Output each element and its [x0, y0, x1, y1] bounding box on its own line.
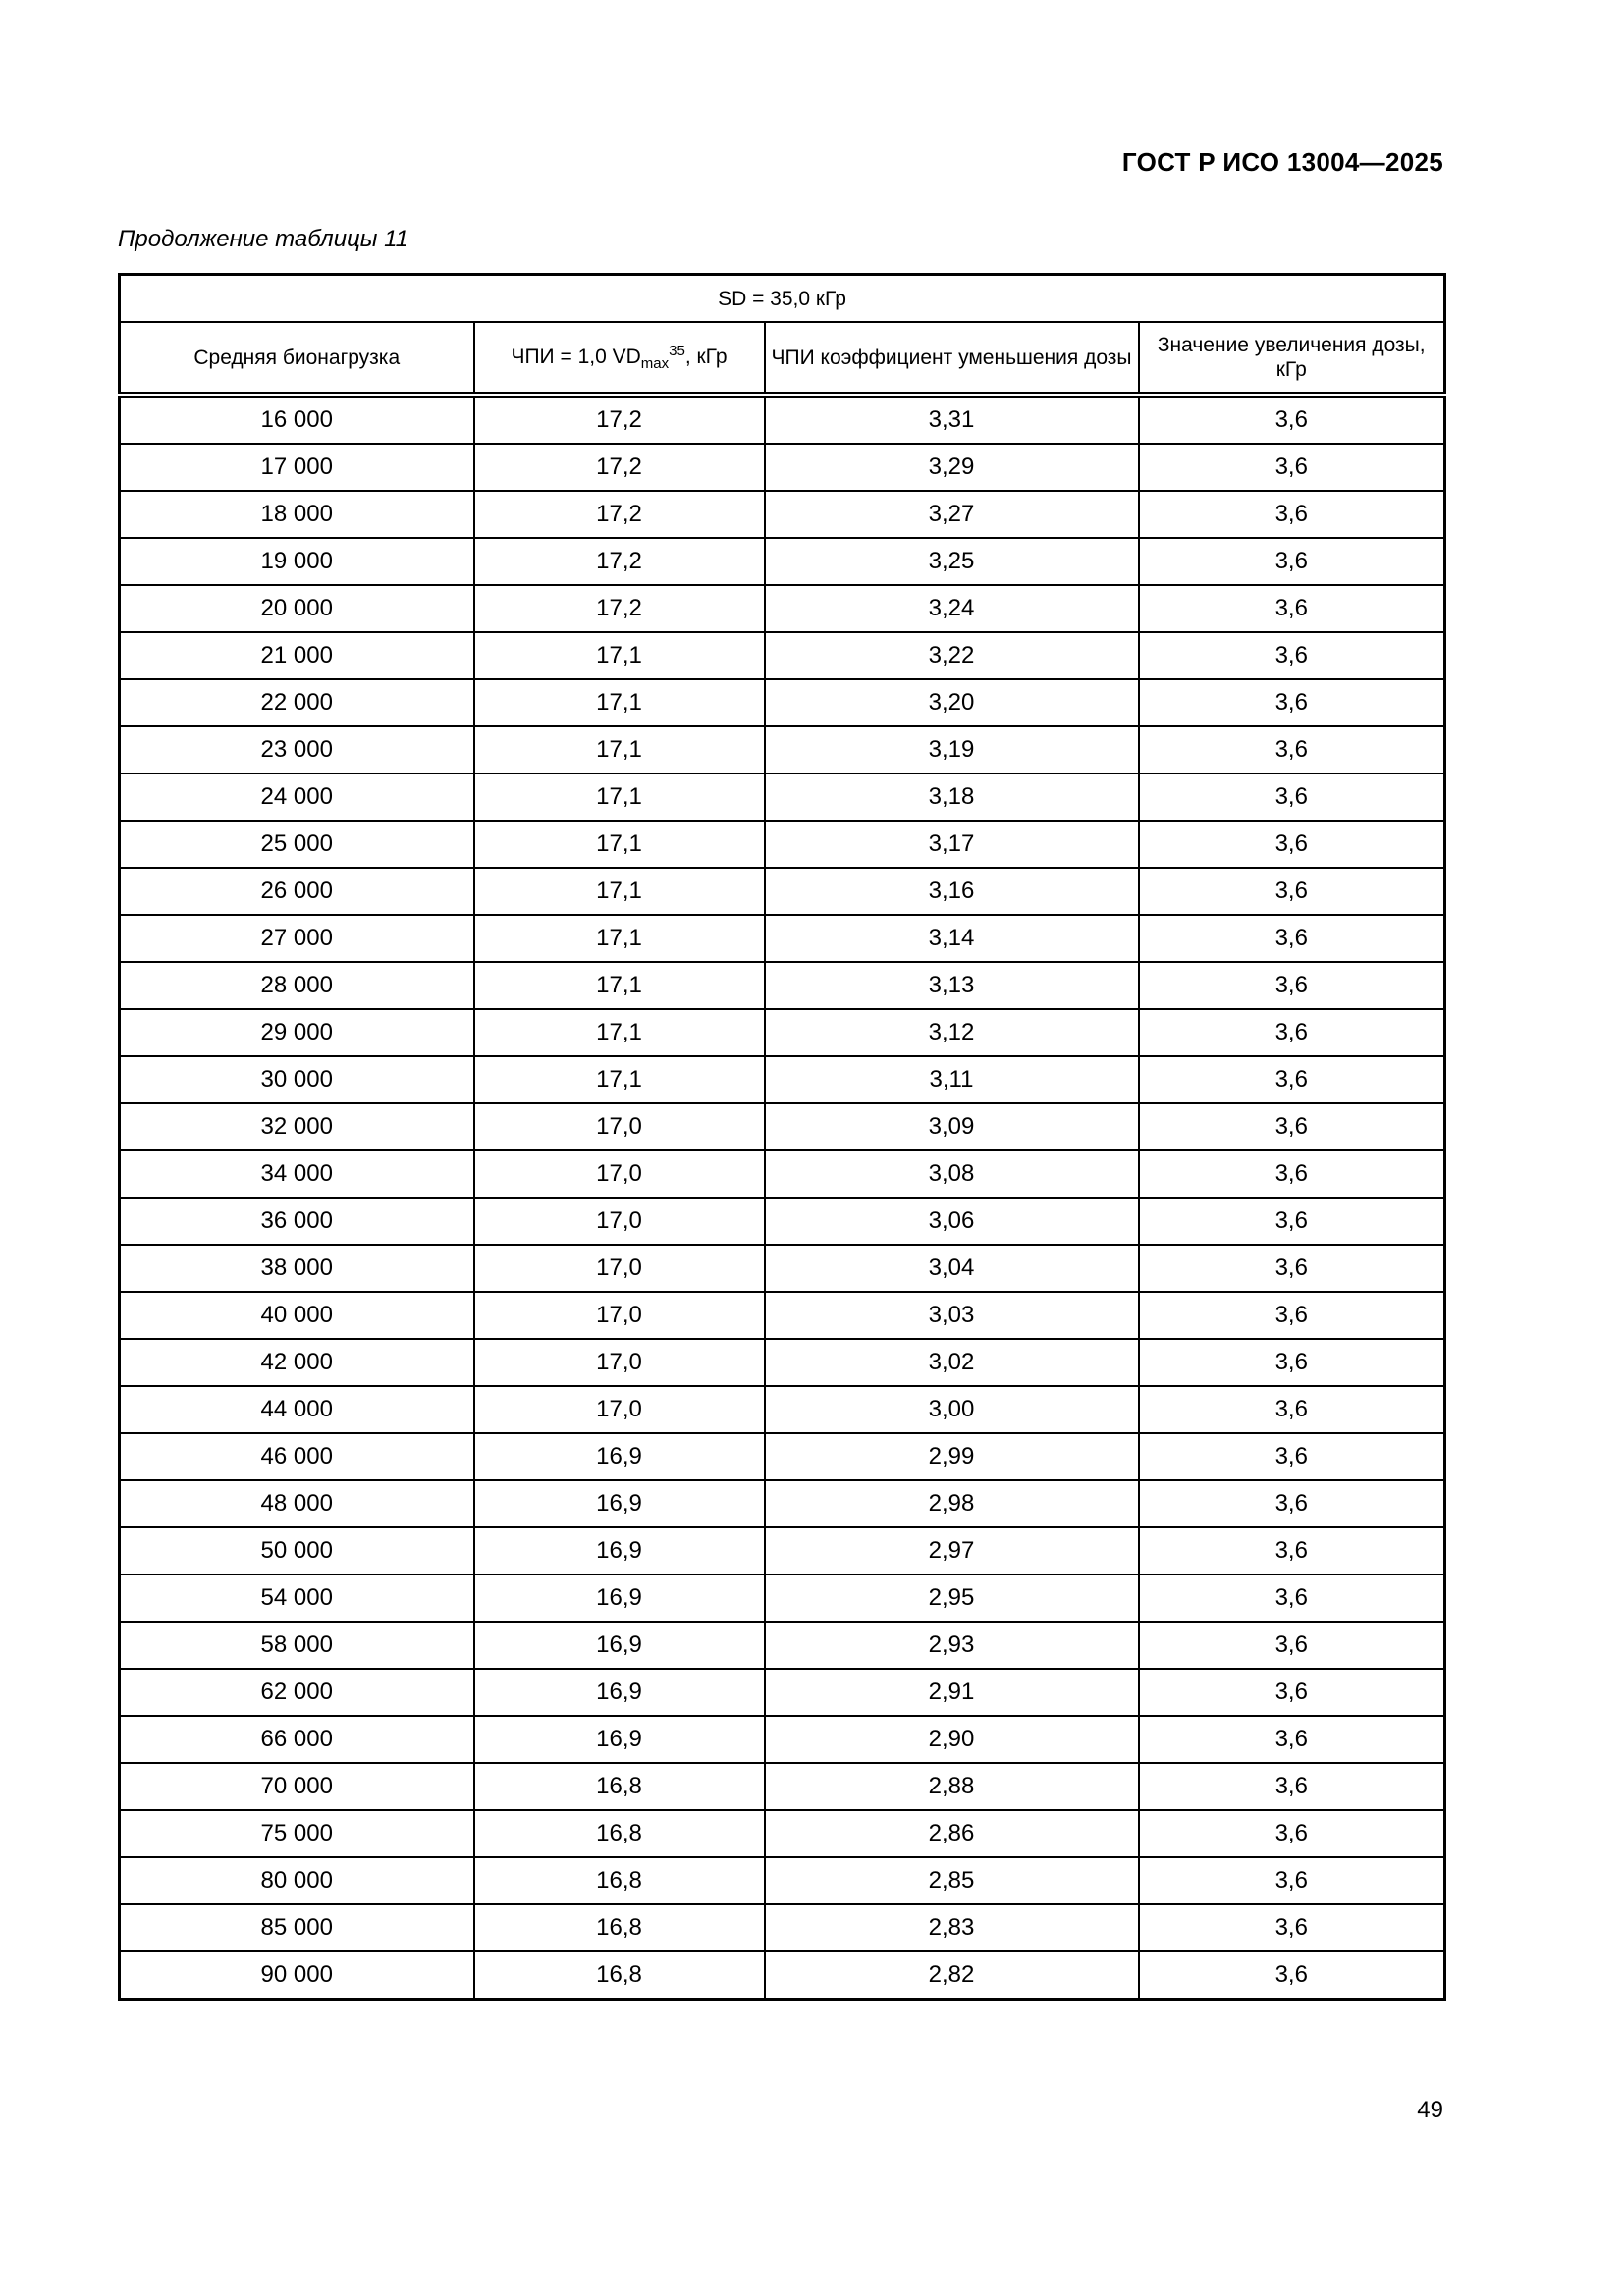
- bioburden-cell: 30 000: [120, 1056, 474, 1103]
- table-row: [120, 1056, 1445, 1103]
- vd-dose-cell: 17,1: [474, 774, 765, 821]
- dose-increase-cell: 3,6: [1139, 1763, 1445, 1810]
- vd-dose-cell: 16,8: [474, 1951, 765, 2000]
- dose-increase-cell: 3,6: [1139, 1669, 1445, 1716]
- bioburden-cell: 80 000: [120, 1857, 474, 1904]
- column-header-row: [120, 322, 1445, 395]
- table-row: [120, 1951, 1445, 2000]
- table-row: [120, 868, 1445, 915]
- bioburden-cell: 36 000: [120, 1198, 474, 1245]
- table-row: [120, 1763, 1445, 1810]
- dose-increase-cell: 3,6: [1139, 821, 1445, 868]
- dose-increase-cell: 3,6: [1139, 1951, 1445, 2000]
- table-row: [120, 915, 1445, 962]
- table-row: [120, 774, 1445, 821]
- bioburden-cell: 66 000: [120, 1716, 474, 1763]
- table-body: [120, 395, 1445, 2000]
- dose-increase-cell: 3,6: [1139, 679, 1445, 726]
- page-number: 49: [1417, 2097, 1443, 2123]
- vd-dose-cell: 17,1: [474, 679, 765, 726]
- reduction-factor-cell: 3,11: [765, 1056, 1139, 1103]
- vd-dose-cell: 17,0: [474, 1339, 765, 1386]
- dose-increase-cell: 3,6: [1139, 1103, 1445, 1150]
- reduction-factor-cell: 3,16: [765, 868, 1139, 915]
- bioburden-cell: 17 000: [120, 444, 474, 491]
- dose-increase-cell: 3,6: [1139, 962, 1445, 1009]
- reduction-factor-cell: 3,13: [765, 962, 1139, 1009]
- vd-dose-cell: 17,1: [474, 962, 765, 1009]
- reduction-factor-cell: 3,06: [765, 1198, 1139, 1245]
- bioburden-cell: 18 000: [120, 491, 474, 538]
- dose-increase-cell: 3,6: [1139, 1198, 1445, 1245]
- reduction-factor-cell: 2,99: [765, 1433, 1139, 1480]
- reduction-factor-cell: 3,00: [765, 1386, 1139, 1433]
- table-row: [120, 632, 1445, 679]
- bioburden-cell: 54 000: [120, 1575, 474, 1622]
- vd-dose-cell: 16,9: [474, 1527, 765, 1575]
- dose-increase-cell: 3,6: [1139, 1904, 1445, 1951]
- table-row: [120, 1245, 1445, 1292]
- bioburden-cell: 29 000: [120, 1009, 474, 1056]
- table-row: [120, 491, 1445, 538]
- dose-increase-cell: 3,6: [1139, 1150, 1445, 1198]
- document-code: ГОСТ Р ИСО 13004—2025: [1121, 147, 1443, 177]
- table-row: [120, 821, 1445, 868]
- reduction-factor-cell: 2,95: [765, 1575, 1139, 1622]
- dose-increase-cell: 3,6: [1139, 774, 1445, 821]
- vd-dose-cell: 16,9: [474, 1716, 765, 1763]
- vd-dose-cell: 16,9: [474, 1575, 765, 1622]
- bioburden-cell: 44 000: [120, 1386, 474, 1433]
- bioburden-cell: 75 000: [120, 1810, 474, 1857]
- reduction-factor-cell: 3,27: [765, 491, 1139, 538]
- dose-increase-cell: 3,6: [1139, 1433, 1445, 1480]
- dose-increase-cell: 3,6: [1139, 1292, 1445, 1339]
- reduction-factor-cell: 3,31: [765, 395, 1139, 444]
- vd-dose-cell: 17,2: [474, 491, 765, 538]
- reduction-factor-cell: 3,04: [765, 1245, 1139, 1292]
- vd-dose-cell: 17,1: [474, 726, 765, 774]
- vd-dose-cell: 17,2: [474, 395, 765, 444]
- reduction-factor-cell: 3,20: [765, 679, 1139, 726]
- table-row: [120, 962, 1445, 1009]
- vd-dose-cell: 16,8: [474, 1763, 765, 1810]
- dose-increase-cell: 3,6: [1139, 632, 1445, 679]
- column-header-bioburden: Средняя бионагрузка: [120, 322, 474, 395]
- vd-dose-cell: 17,0: [474, 1245, 765, 1292]
- dose-increase-cell: 3,6: [1139, 1810, 1445, 1857]
- bioburden-cell: 25 000: [120, 821, 474, 868]
- table-row: [120, 585, 1445, 632]
- bioburden-cell: 90 000: [120, 1951, 474, 2000]
- vd-dose-cell: 17,0: [474, 1103, 765, 1150]
- reduction-factor-cell: 2,85: [765, 1857, 1139, 1904]
- vd-dose-cell: 17,0: [474, 1150, 765, 1198]
- bioburden-cell: 62 000: [120, 1669, 474, 1716]
- reduction-factor-cell: 3,29: [765, 444, 1139, 491]
- dose-increase-cell: 3,6: [1139, 1009, 1445, 1056]
- reduction-factor-cell: 2,98: [765, 1480, 1139, 1527]
- reduction-factor-cell: 3,19: [765, 726, 1139, 774]
- vd-dose-cell: 16,9: [474, 1669, 765, 1716]
- reduction-factor-cell: 2,86: [765, 1810, 1139, 1857]
- bioburden-cell: 28 000: [120, 962, 474, 1009]
- vd-dose-cell: 17,2: [474, 444, 765, 491]
- dose-increase-cell: 3,6: [1139, 1339, 1445, 1386]
- bioburden-cell: 48 000: [120, 1480, 474, 1527]
- table-continuation-caption: Продолжение таблицы 11: [118, 226, 409, 252]
- reduction-factor-cell: 3,12: [765, 1009, 1139, 1056]
- table-row: [120, 395, 1445, 444]
- dose-increase-cell: 3,6: [1139, 1386, 1445, 1433]
- reduction-factor-cell: 3,02: [765, 1339, 1139, 1386]
- reduction-factor-cell: 2,83: [765, 1904, 1139, 1951]
- bioburden-cell: 20 000: [120, 585, 474, 632]
- dose-increase-cell: 3,6: [1139, 1527, 1445, 1575]
- table-row: [120, 1292, 1445, 1339]
- vd-dose-cell: 16,9: [474, 1433, 765, 1480]
- table-row: [120, 1198, 1445, 1245]
- reduction-factor-cell: 3,24: [765, 585, 1139, 632]
- reduction-factor-cell: 2,97: [765, 1527, 1139, 1575]
- bioburden-cell: 34 000: [120, 1150, 474, 1198]
- vd-dose-cell: 17,1: [474, 632, 765, 679]
- vd-dose-cell: 17,0: [474, 1386, 765, 1433]
- table-row: [120, 1669, 1445, 1716]
- vd-dose-cell: 17,1: [474, 1009, 765, 1056]
- column-header-reduction-factor: ЧПИ коэффициент уменьшения дозы: [765, 322, 1139, 395]
- vd-dose-cell: 16,8: [474, 1810, 765, 1857]
- table-row: [120, 1904, 1445, 1951]
- reduction-factor-cell: 3,18: [765, 774, 1139, 821]
- vd-dose-cell: 17,0: [474, 1198, 765, 1245]
- dose-increase-cell: 3,6: [1139, 1716, 1445, 1763]
- sd-title: SD = 35,0 кГр: [120, 275, 1445, 323]
- vd-dose-cell: 17,1: [474, 821, 765, 868]
- dose-increase-cell: 3,6: [1139, 444, 1445, 491]
- table-row: [120, 1622, 1445, 1669]
- reduction-factor-cell: 2,90: [765, 1716, 1139, 1763]
- bioburden-cell: 85 000: [120, 1904, 474, 1951]
- reduction-factor-cell: 2,88: [765, 1763, 1139, 1810]
- table-row: [120, 726, 1445, 774]
- table-row: [120, 1527, 1445, 1575]
- vd-dose-cell: 16,8: [474, 1904, 765, 1951]
- reduction-factor-cell: 2,82: [765, 1951, 1139, 2000]
- vd-dose-cell: 17,2: [474, 585, 765, 632]
- column-header-vd-dose: ЧПИ = 1,0 $VD_{max}^{35}$, кГр: [474, 322, 765, 395]
- reduction-factor-cell: 3,08: [765, 1150, 1139, 1198]
- reduction-factor-cell: 2,91: [765, 1669, 1139, 1716]
- reduction-factor-cell: 3,09: [765, 1103, 1139, 1150]
- dose-increase-cell: 3,6: [1139, 868, 1445, 915]
- bioburden-cell: 16 000: [120, 395, 474, 444]
- dose-increase-cell: 3,6: [1139, 1575, 1445, 1622]
- vd-dose-cell: 16,8: [474, 1857, 765, 1904]
- table-row: [120, 1810, 1445, 1857]
- dose-increase-cell: 3,6: [1139, 915, 1445, 962]
- bioburden-cell: 21 000: [120, 632, 474, 679]
- table-row: [120, 1433, 1445, 1480]
- bioburden-cell: 19 000: [120, 538, 474, 585]
- column-header-dose-increase: Значение увеличения дозы, кГр: [1139, 322, 1445, 395]
- dose-increase-cell: 3,6: [1139, 491, 1445, 538]
- dose-increase-cell: 3,6: [1139, 1480, 1445, 1527]
- table-row: [120, 679, 1445, 726]
- table-row: [120, 1150, 1445, 1198]
- table-row: [120, 538, 1445, 585]
- reduction-factor-cell: 2,93: [765, 1622, 1139, 1669]
- table-row: [120, 1339, 1445, 1386]
- bioburden-cell: 32 000: [120, 1103, 474, 1150]
- vd-dose-cell: 16,9: [474, 1622, 765, 1669]
- bioburden-cell: 23 000: [120, 726, 474, 774]
- table-row: [120, 1009, 1445, 1056]
- vd-dose-cell: 17,2: [474, 538, 765, 585]
- vd-dose-cell: 17,1: [474, 915, 765, 962]
- table-row: [120, 1857, 1445, 1904]
- reduction-factor-cell: 3,03: [765, 1292, 1139, 1339]
- vd-dose-cell: 17,0: [474, 1292, 765, 1339]
- bioburden-cell: 24 000: [120, 774, 474, 821]
- dose-increase-cell: 3,6: [1139, 1056, 1445, 1103]
- reduction-factor-cell: 3,22: [765, 632, 1139, 679]
- sd-header-row: [120, 275, 1445, 323]
- table-row: [120, 1716, 1445, 1763]
- bioburden-cell: 27 000: [120, 915, 474, 962]
- bioburden-cell: 22 000: [120, 679, 474, 726]
- dose-increase-cell: 3,6: [1139, 538, 1445, 585]
- bioburden-cell: 70 000: [120, 1763, 474, 1810]
- dose-increase-cell: 3,6: [1139, 1245, 1445, 1292]
- bioburden-cell: 58 000: [120, 1622, 474, 1669]
- dose-increase-cell: 3,6: [1139, 726, 1445, 774]
- dose-table: [118, 273, 1446, 2001]
- table-row: [120, 444, 1445, 491]
- vd-dose-cell: 17,1: [474, 1056, 765, 1103]
- reduction-factor-cell: 3,14: [765, 915, 1139, 962]
- bioburden-cell: 40 000: [120, 1292, 474, 1339]
- dose-increase-cell: 3,6: [1139, 395, 1445, 444]
- bioburden-cell: 42 000: [120, 1339, 474, 1386]
- reduction-factor-cell: 3,17: [765, 821, 1139, 868]
- vd-dose-cell: 16,9: [474, 1480, 765, 1527]
- dose-increase-cell: 3,6: [1139, 1622, 1445, 1669]
- bioburden-cell: 26 000: [120, 868, 474, 915]
- table-row: [120, 1103, 1445, 1150]
- table-row: [120, 1575, 1445, 1622]
- dose-increase-cell: 3,6: [1139, 585, 1445, 632]
- vd-dose-cell: 17,1: [474, 868, 765, 915]
- bioburden-cell: 38 000: [120, 1245, 474, 1292]
- dose-increase-cell: 3,6: [1139, 1857, 1445, 1904]
- bioburden-cell: 50 000: [120, 1527, 474, 1575]
- bioburden-cell: 46 000: [120, 1433, 474, 1480]
- reduction-factor-cell: 3,25: [765, 538, 1139, 585]
- table-row: [120, 1480, 1445, 1527]
- table-row: [120, 1386, 1445, 1433]
